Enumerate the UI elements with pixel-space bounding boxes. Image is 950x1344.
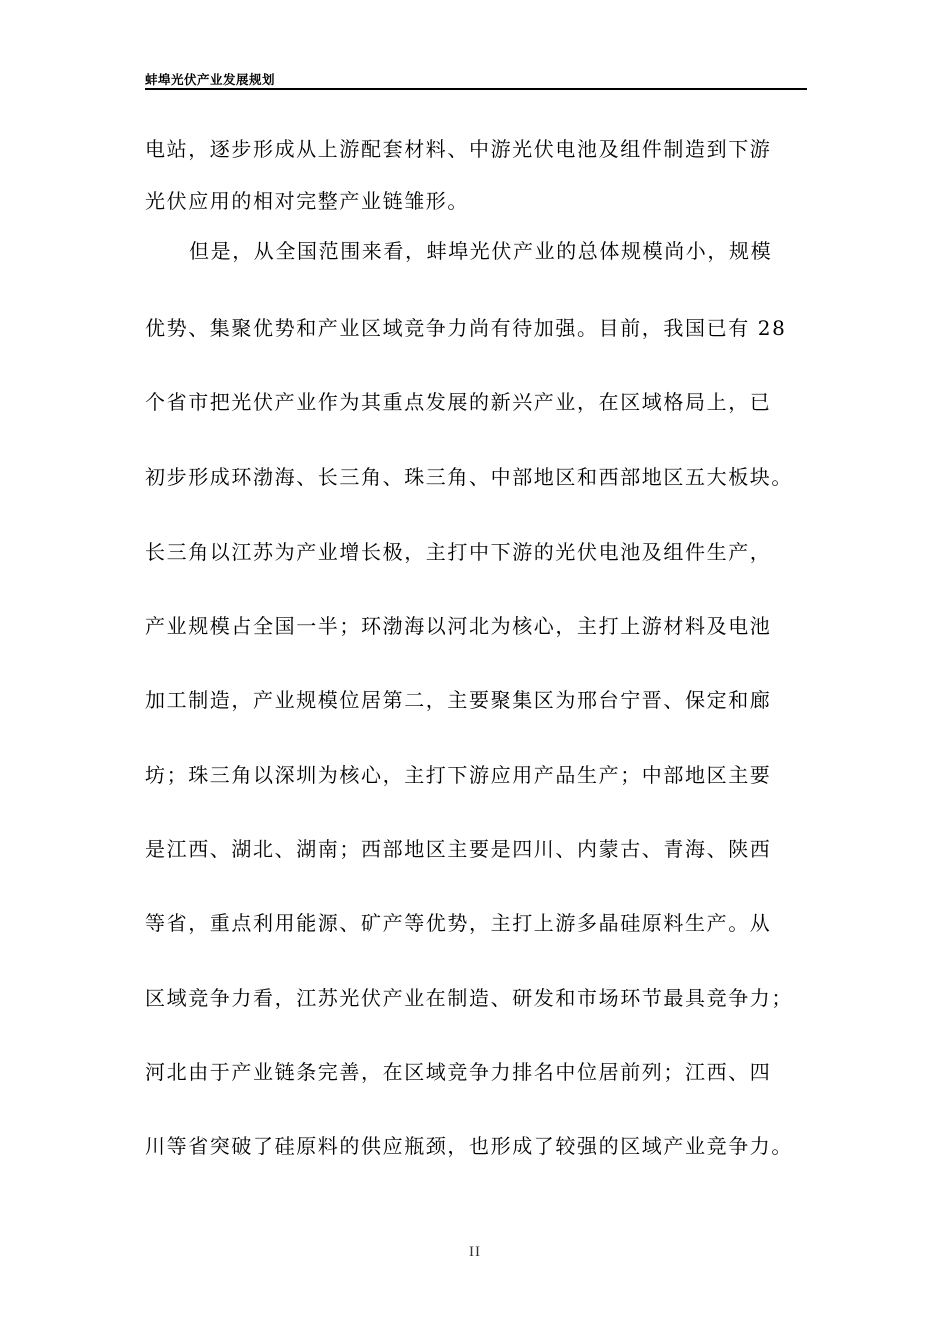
text-line: 初步形成环渤海、长三角、珠三角、中部地区和西部地区五大板块。 bbox=[145, 465, 793, 489]
text-line: 是江西、湖北、湖南；西部地区主要是四川、内蒙古、青海、陕西 bbox=[145, 837, 772, 861]
text-line: 等省，重点利用能源、矿产等优势，主打上游多晶硅原料生产。从 bbox=[145, 911, 772, 935]
text-line: 河北由于产业链条完善，在区域竞争力排名中位居前列；江西、四 bbox=[145, 1060, 772, 1084]
text-line: 光伏应用的相对完整产业链雏形。 bbox=[145, 189, 469, 213]
header-rule bbox=[145, 88, 807, 90]
text-line: 电站，逐步形成从上游配套材料、中游光伏电池及组件制造到下游 bbox=[145, 137, 772, 161]
text-line: 区域竞争力看，江苏光伏产业在制造、研发和市场环节最具竞争力； bbox=[145, 986, 793, 1010]
text-line: 坊；珠三角以深圳为核心，主打下游应用产品生产；中部地区主要 bbox=[145, 763, 772, 787]
page-number: II bbox=[469, 1244, 481, 1260]
text-line: 个省市把光伏产业作为其重点发展的新兴产业，在区域格局上，已 bbox=[145, 390, 772, 414]
text-line: 川等省突破了硅原料的供应瓶颈，也形成了较强的区域产业竞争力。 bbox=[145, 1134, 793, 1158]
header-title: 蚌埠光伏产业发展规划 bbox=[145, 72, 276, 87]
text-line: 加工制造，产业规模位居第二，主要聚集区为邢台宁晋、保定和廊 bbox=[145, 688, 772, 712]
text-line: 产业规模占全国一半；环渤海以河北为核心，主打上游材料及电池 bbox=[145, 614, 772, 638]
text-line: 优势、集聚优势和产业区域竞争力尚有待加强。目前，我国已有 28 bbox=[145, 316, 787, 340]
page-header bbox=[145, 70, 807, 90]
text-line: 但是，从全国范围来看，蚌埠光伏产业的总体规模尚小，规模 bbox=[189, 239, 773, 263]
text-line: 长三角以江苏为产业增长极，主打中下游的光伏电池及组件生产， bbox=[145, 540, 772, 564]
